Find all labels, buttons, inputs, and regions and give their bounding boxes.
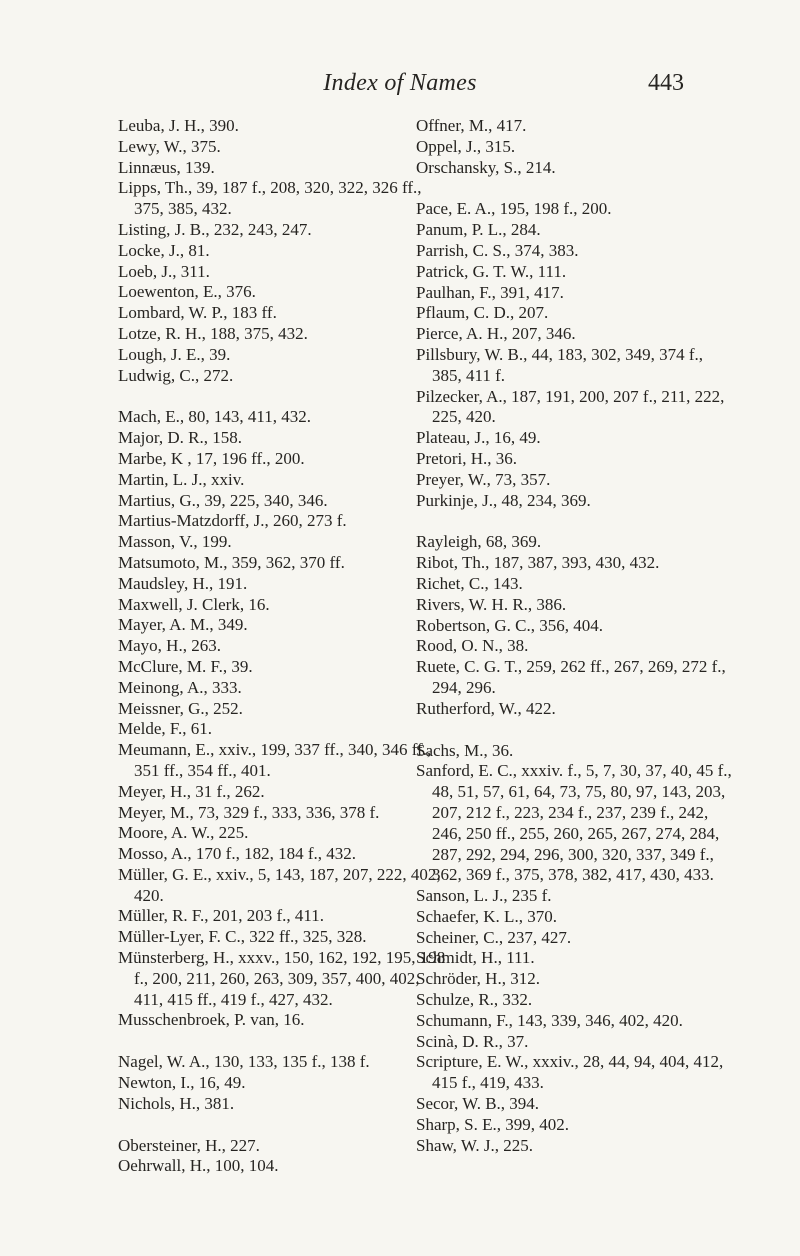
index-entry: Obersteiner, H., 227. — [118, 1135, 260, 1155]
index-entry: Lough, J. E., 39. — [118, 344, 231, 364]
page-title: Index of Names — [323, 70, 477, 96]
index-entry: Pace, E. A., 195, 198 f., 200. — [416, 199, 612, 219]
index-column-right — [416, 116, 736, 1177]
index-letter-group — [416, 532, 736, 719]
index-entry: Martius-Matzdorff, J., 260, 273 f. — [118, 511, 347, 531]
index-entry: Shaw, W. J., 225. — [416, 1135, 533, 1155]
index-entry: Schröder, H., 312. — [416, 969, 540, 989]
index-entry: Panum, P. L., 284. — [416, 220, 541, 240]
index-entry: Nagel, W. A., 130, 133, 135 f., 138 f. — [118, 1052, 370, 1072]
index-entry: Loeb, J., 311. — [118, 261, 210, 281]
index-entry: Parrish, C. S., 374, 383. — [416, 240, 579, 260]
index-entry: Lotze, R. H., 188, 375, 432. — [118, 323, 308, 343]
index-entry: Pillsbury, W. B., 44, 183, 302, 349, 374 f., 385, 411 f. — [416, 344, 703, 385]
index-letter-group — [416, 116, 736, 178]
index-entry: Plateau, J., 16, 49. — [416, 428, 541, 448]
index-entry: Müller, G. E., xxiv., 5, 143, 187, 207, 222, 402, 420. — [118, 864, 441, 905]
index-entry: McClure, M. F., 39. — [118, 656, 253, 676]
index-entry: Lewy, W., 375. — [118, 136, 221, 156]
index-entry: Schumann, F., 143, 339, 346, 402, 420. — [416, 1010, 683, 1030]
index-entry: Ribot, Th., 187, 387, 393, 430, 432. — [416, 553, 660, 573]
index-entry: Martin, L. J., xxiv. — [118, 469, 245, 489]
index-entry: Scinà, D. R., 37. — [416, 1031, 529, 1051]
index-entry: Lombard, W. P., 183 ff. — [118, 303, 277, 323]
index-letter-group — [118, 407, 448, 1031]
index-entry: Patrick, G. T. W., 111. — [416, 261, 567, 281]
index-letter-group — [118, 116, 448, 386]
index-entry: Musschenbroek, P. van, 16. — [118, 1010, 305, 1030]
index-entry: Richet, C., 143. — [416, 573, 523, 593]
index-letter-group — [118, 1136, 448, 1178]
index-entry: Matsumoto, M., 359, 362, 370 ff. — [118, 552, 345, 572]
index-entry: Meyer, M., 73, 329 f., 333, 336, 378 f. — [118, 802, 380, 822]
index-entry: Maudsley, H., 191. — [118, 573, 248, 593]
index-entry: Loewenton, E., 376. — [118, 282, 256, 302]
index-entry: Meumann, E., xxiv., 199, 337 ff., 340, 346 ff., 351 ff., 354 ff., 401. — [118, 740, 432, 780]
page-number: 443 — [648, 70, 684, 96]
index-entry: Offner, M., 417. — [416, 116, 527, 135]
index-entry: Paulhan, F., 391, 417. — [416, 282, 564, 302]
index-letter-group — [118, 1052, 448, 1114]
index-entry: Meyer, H., 31 f., 262. — [118, 781, 265, 801]
index-entry: Sanson, L. J., 235 f. — [416, 886, 552, 906]
index-entry: Secor, W. B., 394. — [416, 1094, 540, 1114]
index-entry: Münsterberg, H., xxxv., 150, 162, 192, 195, 198 f., 200, 211, 260, 263, 309, 357, 400, 402, 411, 415 ff., 419 f., 427, 432. — [118, 948, 446, 1009]
index-entry: Robertson, G. C., 356, 404. — [416, 615, 603, 635]
index-entry: Mosso, A., 170 f., 182, 184 f., 432. — [118, 844, 357, 864]
index-entry: Preyer, W., 73, 357. — [416, 469, 551, 489]
index-entry: Oehrwall, H., 100, 104. — [118, 1156, 279, 1176]
index-entry: Mach, E., 80, 143, 411, 432. — [118, 407, 311, 427]
index-entry: Purkinje, J., 48, 234, 369. — [416, 490, 591, 510]
index-entry: Müller, R. F., 201, 203 f., 411. — [118, 906, 325, 926]
index-entry: Melde, F., 61. — [118, 719, 213, 739]
index-entry: Pflaum, C. D., 207. — [416, 303, 549, 323]
index-entry: Sharp, S. E., 399, 402. — [416, 1114, 569, 1134]
index-entry: Pilzecker, A., 187, 191, 200, 207 f., 211, 222, 225, 420. — [416, 386, 725, 427]
index-entry: Rood, O. N., 38. — [416, 636, 529, 656]
index-entry: Leuba, J. H., 390. — [118, 116, 239, 135]
index-entry: Ruete, C. G. T., 259, 262 ff., 267, 269, 272 f., 294, 296. — [416, 657, 726, 697]
index-entry: Major, D. R., 158. — [118, 428, 242, 448]
index-entry: Listing, J. B., 232, 243, 247. — [118, 219, 312, 239]
index-entry: Maxwell, J. Clerk, 16. — [118, 594, 270, 614]
index-entry: Müller-Lyer, F. C., 322 ff., 325, 328. — [118, 927, 367, 947]
index-entry: Moore, A. W., 225. — [118, 823, 249, 843]
index-entry: Schaefer, K. L., 370. — [416, 906, 557, 926]
index-letter-group — [416, 741, 736, 1157]
index-entry: Linnæus, 139. — [118, 157, 215, 177]
page-header — [0, 70, 800, 104]
index-entry: Locke, J., 81. — [118, 240, 210, 260]
index-entry: Pierce, A. H., 207, 346. — [416, 324, 576, 344]
index-column-left — [118, 116, 448, 1198]
index-letter-group — [416, 199, 736, 511]
index-entry: Schmidt, H., 111. — [416, 948, 535, 968]
index-entry: Meissner, G., 252. — [118, 698, 243, 718]
index-entry: Ludwig, C., 272. — [118, 365, 234, 385]
index-entry: Rivers, W. H. R., 386. — [416, 594, 567, 614]
index-entry: Lipps, Th., 39, 187 f., 208, 320, 322, 326 ff., 375, 385, 432. — [118, 178, 422, 219]
index-entry: Scripture, E. W., xxxiv., 28, 44, 94, 404, 412, 415 f., 419, 433. — [416, 1052, 724, 1093]
index-entry: Orschansky, S., 214. — [416, 157, 556, 177]
index-entry: Pretori, H., 36. — [416, 448, 518, 468]
index-entry: Sachs, M., 36. — [416, 740, 514, 760]
index-entry: Masson, V., 199. — [118, 532, 232, 552]
index-entry: Rayleigh, 68, 369. — [416, 532, 542, 552]
index-entry: Oppel, J., 315. — [416, 136, 516, 156]
index-entry: Newton, I., 16, 49. — [118, 1073, 246, 1093]
index-entry: Rutherford, W., 422. — [416, 698, 556, 718]
index-entry: Scheiner, C., 237, 427. — [416, 927, 572, 947]
index-entry: Mayer, A. M., 349. — [118, 615, 248, 635]
index-entry: Meinong, A., 333. — [118, 677, 242, 697]
index-entry: Mayo, H., 263. — [118, 636, 221, 656]
index-entry: Schulze, R., 332. — [416, 990, 533, 1010]
index-entry: Sanford, E. C., xxxiv. f., 5, 7, 30, 37, 40, 45 f., 48, 51, 57, 61, 64, 73, 75, 80, 97, 143, 203, 207, 212 f., 223, 234 f., 237, 239 f., 242, 246, 250 ff., 255, 260, 265, 267, 274, 284, 287, 292, 294, 296, 300, 320, 337, 349 f., 362, 369 f., 375, 378, 382, 417, 430, 433. — [416, 761, 732, 885]
index-entry: Martius, G., 39, 225, 340, 346. — [118, 490, 328, 510]
index-entry: Nichols, H., 381. — [118, 1093, 235, 1113]
index-entry: Marbe, K , 17, 196 ff., 200. — [118, 448, 305, 468]
